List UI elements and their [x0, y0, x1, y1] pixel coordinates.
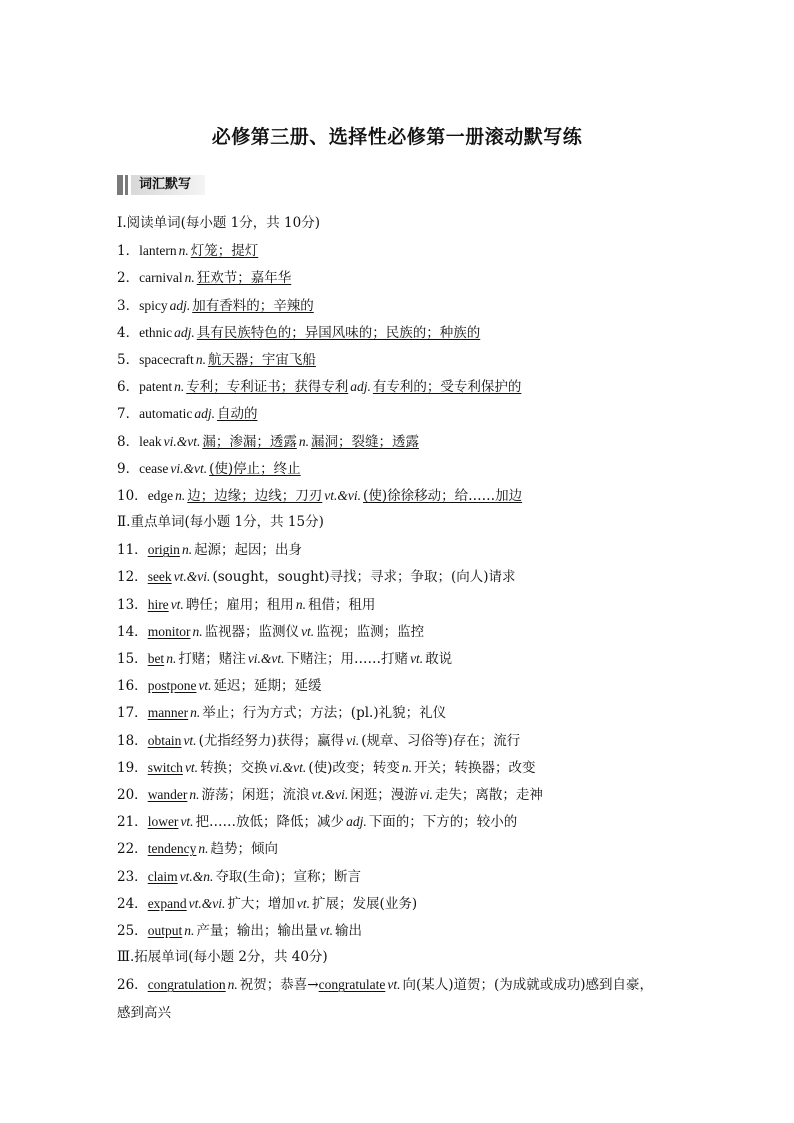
item-meaning: 下面的；下方的；较小的 — [368, 814, 518, 831]
item-pos: adj. — [174, 324, 195, 340]
item-pos: vt.&vi. — [311, 786, 349, 802]
item-meaning: 起源；起因；出身 — [194, 542, 303, 559]
item-meaning: 把……放低；降低；减少 — [195, 814, 345, 831]
item-pos: vi.&vt. — [170, 460, 208, 476]
item-word: cease — [139, 460, 169, 476]
item-pos: vt. — [180, 814, 194, 830]
item-meaning: 打赌；赌注 — [178, 651, 246, 667]
item-number: 24． — [117, 895, 148, 912]
item-number: 6． — [117, 379, 140, 396]
item-pos: adj. — [346, 814, 367, 830]
item-meaning: 租借；租用 — [307, 596, 376, 613]
item-meaning: 扩大；增加 — [227, 895, 295, 912]
item-meaning: 监视；监测；监控 — [316, 623, 425, 640]
section-tag-label: 词汇默写 — [131, 175, 205, 195]
list-item — [117, 536, 677, 563]
tag-bar-icon — [125, 175, 128, 195]
item-answer: 狂欢节；嘉年华 — [196, 270, 292, 287]
item-pos: vi. — [419, 786, 433, 802]
item-answer-word: monitor — [147, 623, 191, 639]
item-number: 12． — [117, 569, 148, 586]
item-word: patent — [139, 379, 173, 395]
list-item — [117, 482, 677, 509]
item-number: 15． — [117, 651, 148, 667]
item-number: 18． — [117, 732, 148, 749]
item-pos: vi.&vt. — [247, 651, 285, 666]
item-word: edge — [147, 487, 174, 503]
item-answer: 专利；专利证书；获得专利 — [186, 379, 349, 396]
item-meaning: 敢说 — [425, 651, 453, 667]
item-pos: vi. — [346, 732, 360, 748]
item-number: 2． — [117, 270, 140, 287]
item-answer-word: manner — [147, 705, 189, 721]
item-pos: vt. — [296, 895, 311, 911]
item-continuation: 感到高兴 — [117, 1005, 171, 1021]
item-pos: n. — [298, 433, 309, 449]
item-word: congratulation — [147, 977, 226, 993]
item-answer: 漏洞；裂缝；透露 — [310, 433, 419, 450]
item-answer: 灯笼；提灯 — [190, 243, 259, 260]
list-item — [117, 455, 677, 482]
item-number: 23． — [117, 868, 148, 885]
item-pos: n. — [184, 270, 195, 286]
item-answer: 加有香料的；辛辣的 — [192, 297, 314, 314]
item-number: 21． — [117, 814, 148, 831]
item-pos: n. — [401, 759, 412, 775]
item-number: 13． — [117, 596, 148, 613]
item-number: 8． — [117, 433, 140, 450]
item-word: carnival — [139, 270, 183, 286]
item-answer-word: postpone — [147, 678, 197, 694]
item-pos: vt.&n. — [179, 868, 214, 884]
item-answer: 有专利的；受专利保护的 — [372, 379, 522, 396]
item-meaning: 举止；行为方式；方法；(pl.)礼貌；礼仪 — [202, 705, 447, 722]
tag-bar-icon — [117, 175, 123, 195]
list-item — [117, 400, 677, 427]
list-item — [117, 863, 677, 890]
item-answer-word: origin — [147, 542, 180, 558]
item-answer-word: hire — [147, 596, 169, 612]
part1-list — [117, 237, 677, 509]
item-pos: vt.&vi. — [324, 487, 362, 503]
part3-header: Ⅲ.拓展单词(每小题 2分，共 40分) — [117, 949, 328, 966]
section-tag — [117, 174, 205, 196]
item-answer: (使)徐徐移动；给……加边 — [363, 487, 523, 504]
item-meaning: 趋势；倾向 — [210, 841, 279, 858]
item-pos: adj. — [194, 406, 215, 422]
item-pos: vt. — [319, 922, 333, 938]
item-pos: vt. — [410, 651, 424, 666]
list-item — [117, 618, 677, 645]
item-pos: vi.&vt. — [163, 433, 201, 449]
item-number: 19． — [117, 759, 148, 776]
item-meaning: 开关；转换器；改变 — [413, 759, 536, 776]
part1-header: Ⅰ.阅读单词(每小题 1分，共 10分) — [117, 215, 321, 231]
item-meaning: (规章、习俗等)存在；流行 — [361, 732, 521, 749]
item-word: automatic — [139, 406, 193, 422]
item-answer: 航天器；宇宙飞船 — [207, 351, 316, 368]
item-meaning: 监视器；监测仪 — [204, 623, 300, 640]
item-answer: 边；边缘；边线；刀刃 — [187, 487, 323, 504]
item-meaning: (sought，sought)寻找；寻求；争取；(向人)请求 — [212, 569, 516, 586]
list-item — [117, 917, 677, 944]
item-answer-word: bet — [147, 651, 165, 666]
list-item — [117, 971, 677, 998]
list-item — [117, 591, 677, 618]
item-number: 26． — [117, 977, 148, 994]
page-title: 必修第三册、选择性必修第一册滚动默写练 — [211, 126, 583, 148]
item-derived-word: congratulate — [318, 977, 386, 993]
item-pos: n. — [190, 705, 201, 721]
item-number: 1． — [117, 243, 140, 260]
item-meaning: 游荡；闲逛；流浪 — [201, 786, 310, 803]
item-word: ethnic — [139, 324, 173, 340]
item-number: 11． — [117, 542, 148, 559]
item-meaning: 扩展；发展(业务) — [312, 895, 418, 912]
list-item — [117, 563, 677, 590]
item-pos: n. — [166, 651, 177, 666]
item-pos: n. — [192, 623, 203, 639]
item-number: 14． — [117, 623, 148, 640]
item-pos: vi.&vt. — [269, 759, 307, 775]
item-pos: n. — [184, 922, 195, 938]
item-number: 25． — [117, 922, 148, 939]
item-meaning: 向(某人)道贺；(为成就或成功)感到自豪， — [402, 977, 654, 994]
item-pos: vt. — [387, 977, 401, 993]
item-meaning: 延迟；延期；延缓 — [213, 678, 322, 695]
item-pos: n. — [189, 786, 200, 802]
item-number: 7． — [117, 406, 140, 423]
part2-header: Ⅱ.重点单词(每小题 1分，共 15分) — [117, 514, 324, 531]
item-pos: n. — [175, 487, 186, 503]
item-meaning: 夺取(生命)；宣称；断言 — [215, 868, 361, 885]
list-item — [117, 890, 677, 917]
list-item — [117, 319, 677, 346]
item-pos: n. — [227, 977, 238, 993]
item-pos: adj. — [169, 297, 191, 313]
item-number: 3． — [117, 297, 140, 314]
item-meaning: 聘任；雇用；租用 — [185, 596, 294, 613]
part2-list — [117, 536, 677, 944]
item-pos: n. — [178, 243, 189, 259]
item-number: 16． — [117, 678, 148, 695]
item-meaning: 产量；输出；输出量 — [196, 922, 318, 939]
list-item — [117, 292, 677, 319]
item-pos: vt. — [198, 678, 212, 694]
item-answer-word: output — [147, 922, 183, 938]
item-answer-word: wander — [147, 786, 188, 802]
item-answer-word: expand — [147, 895, 187, 911]
item-meaning: (使)改变；转变 — [308, 759, 400, 776]
item-pos: vt. — [183, 732, 197, 748]
item-answer-word: obtain — [147, 732, 182, 748]
item-number: 20． — [117, 786, 148, 803]
item-meaning: 闲逛；漫游 — [350, 786, 418, 803]
list-item — [117, 237, 677, 264]
item-word: spicy — [139, 297, 168, 313]
item-meaning: 下赌注；用……打赌 — [286, 651, 409, 667]
item-answer-word: lower — [147, 814, 179, 830]
list-item — [117, 373, 677, 400]
item-answer: 漏；渗漏；透露 — [202, 433, 297, 450]
item-answer: (使)停止；终止 — [209, 460, 301, 477]
item-number: 5． — [117, 351, 140, 368]
item-number: 22． — [117, 841, 148, 858]
list-item — [117, 727, 677, 754]
list-item — [117, 781, 677, 808]
item-pos: n. — [295, 596, 306, 612]
list-item — [117, 699, 677, 726]
item-pos: vt. — [301, 623, 315, 639]
item-word: leak — [139, 433, 162, 449]
item-pos: n. — [174, 379, 185, 395]
item-meaning: (尤指经努力)获得；赢得 — [198, 732, 345, 749]
item-answer-word: switch — [147, 759, 183, 775]
item-pos: vt.&vi. — [188, 895, 226, 911]
item-number: 17． — [117, 705, 148, 722]
item-meaning: 祝贺；恭喜→ — [239, 977, 319, 994]
list-item — [117, 808, 677, 835]
item-pos: adj. — [350, 379, 371, 395]
item-word: lantern — [139, 243, 177, 259]
exercise-content — [117, 210, 677, 998]
list-item — [117, 754, 677, 781]
list-item — [117, 346, 677, 373]
item-pos: vt.&vi. — [173, 569, 211, 585]
list-item — [117, 264, 677, 291]
item-number: 9． — [117, 460, 140, 477]
item-meaning: 输出 — [334, 922, 362, 939]
item-word: spacecraft — [139, 351, 194, 367]
list-item — [117, 835, 677, 862]
item-meaning: 转换；交换 — [200, 759, 268, 776]
item-number: 4． — [117, 324, 140, 341]
list-item — [117, 672, 677, 699]
item-number: 10． — [117, 487, 148, 504]
item-pos: vt. — [170, 596, 184, 612]
item-meaning: 走失；离散；走神 — [434, 786, 543, 803]
list-item — [117, 428, 677, 455]
item-answer: 具有民族特色的；异国风味的；民族的；种族的 — [196, 324, 481, 341]
item-pos: n. — [198, 841, 209, 857]
item-answer: 自动的 — [216, 406, 258, 423]
item-pos: vt. — [184, 759, 199, 775]
list-item — [117, 645, 677, 672]
item-answer-word: tendency — [147, 841, 197, 857]
item-answer-word: claim — [147, 868, 178, 884]
item-answer-word: seek — [147, 569, 172, 585]
item-pos: n. — [181, 542, 193, 558]
item-pos: n. — [195, 351, 206, 367]
